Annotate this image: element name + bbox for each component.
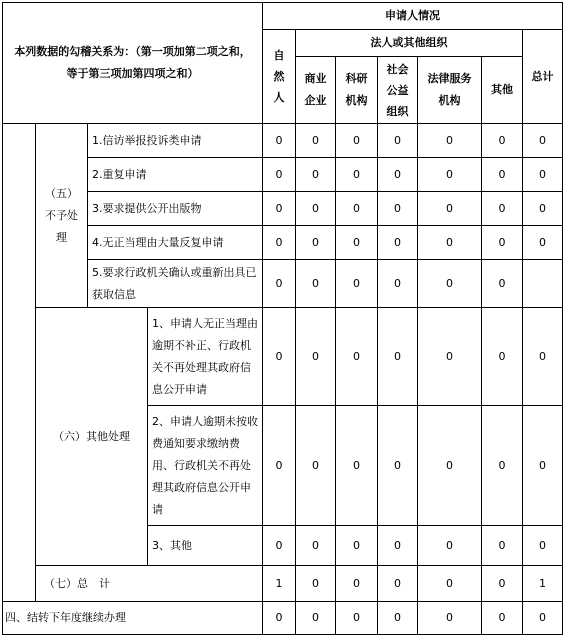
header-commercial: [296, 57, 336, 124]
table-row-label: 5.要求行政机关确认或重新出具已获取信息: [88, 260, 263, 308]
cell-value: 0: [418, 526, 482, 566]
table-row-label: 1.信访举报投诉类申请: [88, 124, 263, 158]
cell-value: 0: [378, 192, 418, 226]
cell-value: 0: [378, 602, 418, 635]
header-other: 其他: [482, 57, 523, 124]
table-row-label: 2.重复申请: [88, 158, 263, 192]
cell-value: 0: [296, 602, 336, 635]
cell-value: 0: [482, 526, 523, 566]
cell-value: 0: [418, 602, 482, 635]
statistics-table: [2, 2, 563, 635]
header-description-text: 本列数据的勾稽关系为：（第一项加第二项之和，等于第三项加第四项之和）: [14, 45, 251, 80]
cell-value: 0: [418, 192, 482, 226]
cell-value: 0: [296, 226, 336, 260]
cell-value: 0: [296, 566, 336, 602]
header-research-text: 科研机构: [345, 72, 368, 107]
header-research: [336, 57, 378, 124]
header-commercial-text: 商业企业: [304, 72, 327, 107]
cell-value: 0: [482, 260, 523, 308]
cell-value: 0: [296, 308, 336, 406]
cell-value: 0: [418, 158, 482, 192]
cell-value: 0: [378, 158, 418, 192]
cell-value: 0: [482, 226, 523, 260]
header-total: 总计: [523, 30, 563, 124]
cell-value: 0: [523, 124, 563, 158]
table-row-label: 3.要求提供公开出版物: [88, 192, 263, 226]
cell-value: 0: [336, 226, 378, 260]
cell-value: 0: [378, 124, 418, 158]
cell-value: 0: [378, 308, 418, 406]
cell-value: 0: [482, 124, 523, 158]
cell-value: 0: [418, 566, 482, 602]
cell-value: 0: [418, 406, 482, 526]
cell-value: 0: [523, 226, 563, 260]
cell-value: 0: [263, 260, 296, 308]
header-legal-service: [418, 57, 482, 124]
cell-value: 0: [482, 308, 523, 406]
total-indent: [3, 566, 36, 602]
cell-value: 0: [263, 124, 296, 158]
cell-value: 0: [482, 602, 523, 635]
cell-value: 0: [263, 526, 296, 566]
cell-value: 0: [296, 158, 336, 192]
cell-value: 0: [263, 602, 296, 635]
table-row-label: 1、申请人无正当理由逾期不补正、行政机关不再处理其政府信息公开申请: [148, 308, 263, 406]
cell-value: 0: [296, 124, 336, 158]
cell-value: 0: [378, 526, 418, 566]
carry-row-label: 四、结转下年度继续办理: [3, 602, 263, 635]
cell-value: 0: [482, 158, 523, 192]
header-natural-person: [263, 30, 296, 124]
cell-value: 1: [523, 566, 563, 602]
header-social-text: 社会公益组织: [386, 62, 409, 118]
header-natural-person-text: 自然人: [273, 49, 285, 104]
cell-value: 0: [336, 192, 378, 226]
cell-value: 0: [482, 566, 523, 602]
section5-label-text: （五）不予处理: [45, 186, 78, 244]
cell-value: 0: [336, 602, 378, 635]
section5-indent: [3, 124, 36, 308]
cell-value: 1: [263, 566, 296, 602]
cell-value: 0: [418, 308, 482, 406]
cell-value: 0: [336, 158, 378, 192]
cell-value: 0: [296, 526, 336, 566]
cell-value: 0: [296, 260, 336, 308]
section5-label: [36, 124, 88, 308]
cell-value: 0: [336, 260, 378, 308]
cell-value: 0: [378, 566, 418, 602]
cell-value: 0: [418, 226, 482, 260]
cell-value: 0: [523, 406, 563, 526]
cell-value: 0: [263, 308, 296, 406]
cell-value: 0: [378, 260, 418, 308]
cell-value: 0: [482, 406, 523, 526]
cell-value: 0: [336, 526, 378, 566]
cell-value: 0: [263, 158, 296, 192]
cell-value: 0: [336, 124, 378, 158]
section6-label: （六）其他处理: [36, 308, 148, 566]
cell-value: 0: [336, 566, 378, 602]
cell-value: 0: [263, 226, 296, 260]
cell-value: 0: [336, 406, 378, 526]
cell-value: 0: [336, 308, 378, 406]
section6-indent: [3, 308, 36, 566]
header-description: [3, 3, 263, 124]
cell-value: 0: [263, 406, 296, 526]
cell-value: 0: [523, 526, 563, 566]
cell-value: 0: [482, 192, 523, 226]
total-row-label: （七）总 计: [36, 566, 263, 602]
cell-value: 0: [523, 192, 563, 226]
table-row-label: 2、申请人逾期未按收费通知要求缴纳费用、行政机关不再处理其政府信息公开申请: [148, 406, 263, 526]
table-row-label: 4.无正当理由大量反复申请: [88, 226, 263, 260]
table-row-label: 3、其他: [148, 526, 263, 566]
cell-value: 0: [378, 406, 418, 526]
header-legal-group: 法人或其他组织: [296, 30, 523, 57]
cell-value: 0: [523, 602, 563, 635]
header-applicant-situation: 申请人情况: [263, 3, 563, 30]
cell-value: 0: [418, 260, 482, 308]
header-legal-service-text: 法律服务机构: [427, 72, 472, 107]
header-social: [378, 57, 418, 124]
cell-value: 0: [523, 308, 563, 406]
cell-value: 0: [378, 226, 418, 260]
cell-value: 0: [418, 124, 482, 158]
cell-value: 0: [523, 158, 563, 192]
cell-value: [523, 260, 563, 308]
cell-value: 0: [296, 192, 336, 226]
cell-value: 0: [263, 192, 296, 226]
cell-value: 0: [296, 406, 336, 526]
